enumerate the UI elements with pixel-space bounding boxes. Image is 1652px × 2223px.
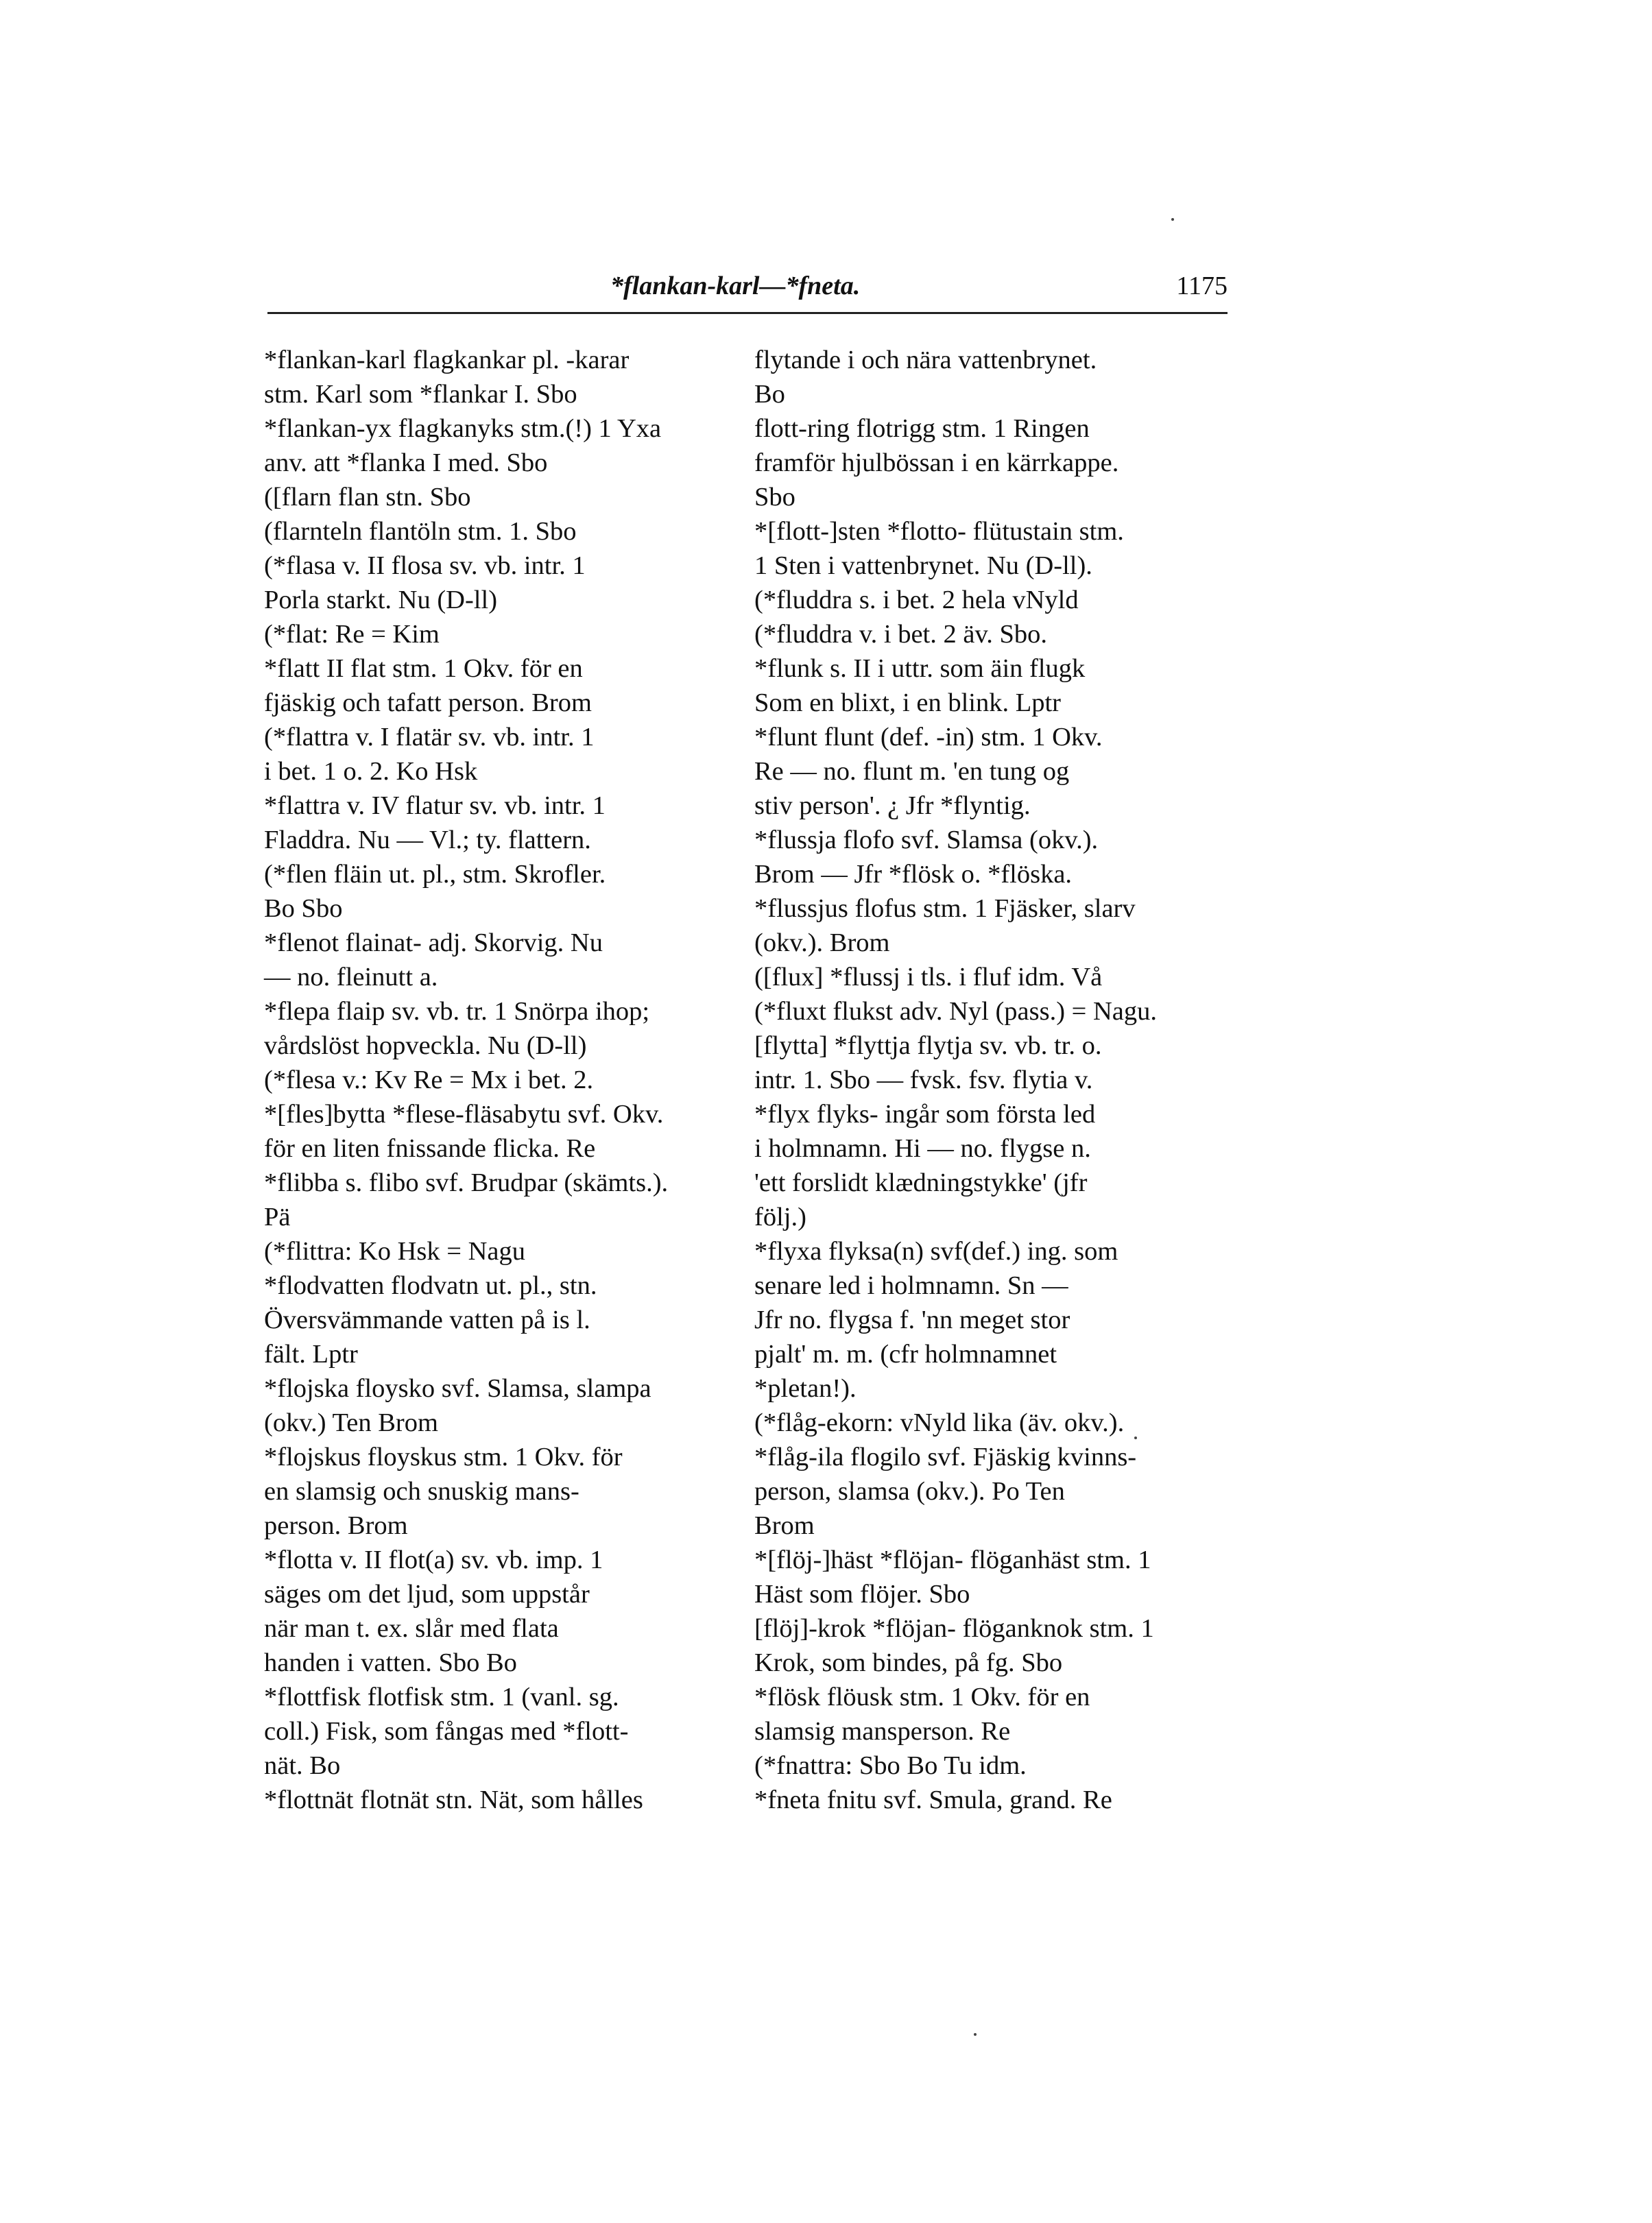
left-column — [264, 343, 723, 1817]
dictionary-entry — [264, 1371, 723, 1440]
dictionary-entry — [264, 1063, 723, 1097]
entry-continuation: coll.) Fisk, som fångas med *flott- — [264, 1717, 629, 1746]
entry-continuation: nät. Bo — [264, 1751, 341, 1780]
entry-headline: *flyxa flyksa(n) svf(def.) ing. som — [754, 1237, 1118, 1266]
dictionary-entry — [754, 514, 1214, 583]
entry-headline: [flöj]-krok *flöjan- flöganknok stm. 1 — [754, 1614, 1154, 1643]
entry-continuation: person, slamsa (okv.). Po Ten — [754, 1477, 1065, 1506]
entry-headline: *flunk s. II i uttr. som äin flugk — [754, 654, 1086, 683]
entry-continuation: i bet. 1 o. 2. Ko Hsk — [264, 757, 478, 786]
dictionary-entry — [754, 1680, 1214, 1749]
dictionary-entry — [264, 1097, 723, 1166]
entry-headline: (*flesa v.: Kv Re = Mx i bet. 2. — [264, 1066, 594, 1094]
entry-continuation: (okv.). Brom — [754, 928, 890, 957]
entry-headline: *flojskus floyskus stm. 1 Okv. för — [264, 1443, 623, 1471]
entry-continuation: Jfr no. flygsa f. 'nn meget stor — [754, 1306, 1070, 1334]
print-speck — [1171, 218, 1174, 221]
dictionary-entry — [754, 1611, 1214, 1680]
entry-continuation: säges om det ljud, som uppstår — [264, 1580, 590, 1609]
entry-headline: *[flöj-]häst *flöjan- flöganhäst stm. 1 — [754, 1546, 1151, 1574]
entry-headline: *flojska floysko svf. Slamsa, slampa — [264, 1374, 651, 1403]
entry-continuation: Som en blixt, i en blink. Lptr — [754, 688, 1061, 717]
entry-headline: *[fles]bytta *flese-fläsabytu svf. Okv. — [264, 1100, 664, 1129]
running-header — [267, 271, 1228, 312]
entry-headline: flott-ring flotrigg stm. 1 Ringen — [754, 414, 1090, 443]
dictionary-entry — [264, 1783, 723, 1817]
dictionary-entry — [754, 651, 1214, 720]
dictionary-entry — [264, 720, 723, 789]
entry-headline: (*flasa v. II flosa sv. vb. intr. 1 — [264, 551, 586, 580]
entry-headline: *flodvatten flodvatn ut. pl., stn. — [264, 1271, 597, 1300]
entry-headline: [flytta] *flyttja flytja sv. vb. tr. o. — [754, 1031, 1102, 1060]
entry-continuation: Porla starkt. Nu (D-ll) — [264, 586, 498, 614]
entry-headline: (*flittra: Ko Hsk = Nagu — [264, 1237, 525, 1266]
entry-headline: *flyx flyks- ingår som första led — [754, 1100, 1096, 1129]
dictionary-entry — [264, 617, 723, 651]
entry-continuation: handen i vatten. Sbo Bo — [264, 1648, 517, 1677]
entry-continuation: stiv person'. ¿ Jfr *flyntig. — [754, 791, 1031, 820]
entry-continuation: 1 Sten i vattenbrynet. Nu (D-ll). — [754, 551, 1092, 580]
dictionary-entry — [754, 1783, 1214, 1817]
dictionary-entry — [754, 1097, 1214, 1234]
dictionary-entry — [754, 617, 1214, 651]
entry-headline: ([flarn flan stn. Sbo — [264, 483, 471, 512]
dictionary-entry — [754, 343, 1214, 411]
dictionary-entry — [754, 583, 1214, 617]
entry-headline: (flarnteln flantöln stm. 1. Sbo — [264, 517, 577, 546]
entry-continuation: fält. Lptr — [264, 1340, 358, 1369]
dictionary-entry — [754, 994, 1214, 1029]
dictionary-entry — [264, 549, 723, 617]
entry-headline: *flunt flunt (def. -in) stm. 1 Okv. — [754, 723, 1103, 752]
entry-headline: (*flat: Re = Kim — [264, 620, 440, 649]
entry-continuation: Häst som flöjer. Sbo — [754, 1580, 970, 1609]
print-speck — [974, 2033, 977, 2036]
dictionary-entry — [264, 411, 723, 480]
dictionary-entry — [264, 1440, 723, 1543]
entry-continuation: vårdslöst hopveckla. Nu (D-ll) — [264, 1031, 587, 1060]
header-rule — [267, 312, 1228, 314]
entry-headline: *flankan-karl flagkankar pl. -karar — [264, 346, 630, 374]
entry-headline: *flotta v. II flot(a) sv. vb. imp. 1 — [264, 1546, 603, 1574]
entry-continuation: Pä — [264, 1203, 291, 1231]
entry-continuation: Fladdra. Nu — Vl.; ty. flattern. — [264, 826, 591, 854]
entry-continuation: när man t. ex. slår med flata — [264, 1614, 559, 1643]
entry-continuation: senare led i holmnamn. Sn — — [754, 1271, 1068, 1300]
dictionary-entry — [264, 1234, 723, 1269]
entry-continuation: Bo — [754, 380, 785, 409]
entry-headline: flytande i och nära vattenbrynet. — [754, 346, 1097, 374]
entry-headline: (*fluxt flukst adv. Nyl (pass.) = Nagu. — [754, 997, 1157, 1026]
entry-continuation: Krok, som bindes, på fg. Sbo — [754, 1648, 1063, 1677]
entry-continuation: Re — no. flunt m. 'en tung og — [754, 757, 1070, 786]
dictionary-entry — [754, 1406, 1214, 1440]
entry-continuation: följ.) — [754, 1203, 806, 1231]
entry-continuation: en slamsig och snuskig mans- — [264, 1477, 579, 1506]
dictionary-entry — [754, 891, 1214, 960]
entry-headline: ([flux] *flussj i tls. i fluf idm. Vå — [754, 963, 1103, 992]
print-speck — [1134, 1437, 1137, 1439]
entry-continuation: stm. Karl som *flankar I. Sbo — [264, 380, 577, 409]
entry-continuation: Brom — [754, 1511, 815, 1540]
entry-continuation: för en liten fnissande flicka. Re — [264, 1134, 596, 1163]
entry-continuation: pjalt' m. m. (cfr holmnamnet — [754, 1340, 1057, 1369]
entry-headline: *flösk flöusk stm. 1 Okv. för en — [754, 1683, 1090, 1711]
entry-continuation: (okv.) Ten Brom — [264, 1408, 438, 1437]
entry-continuation: Brom — Jfr *flösk o. *flöska. — [754, 860, 1073, 889]
entry-continuation: Översvämmande vatten på is l. — [264, 1306, 590, 1334]
entry-continuation: framför hjulbössan i en kärrkappe. — [754, 448, 1119, 477]
dictionary-entry — [264, 789, 723, 857]
entry-headline: *flankan-yx flagkanyks stm.(!) 1 Yxa — [264, 414, 662, 443]
dictionary-entry — [264, 857, 723, 926]
dictionary-entry — [264, 343, 723, 411]
entry-headline: *flussja flofo svf. Slamsa (okv.). — [754, 826, 1099, 854]
entry-headline: (*flåg-ekorn: vNyld lika (äv. okv.). — [754, 1408, 1125, 1437]
entry-headline: (*fluddra s. i bet. 2 hela vNyld — [754, 586, 1079, 614]
dictionary-entry — [754, 960, 1214, 994]
entry-continuation: intr. 1. Sbo — fvsk. fsv. flytia v. — [754, 1066, 1093, 1094]
entry-headline: *flepa flaip sv. vb. tr. 1 Snörpa ihop; — [264, 997, 650, 1026]
dictionary-entry — [754, 1234, 1214, 1406]
entry-headline: *flattra v. IV flatur sv. vb. intr. 1 — [264, 791, 606, 820]
dictionary-entry — [264, 1543, 723, 1680]
entry-continuation: — no. fleinutt a. — [264, 963, 438, 992]
dictionary-entry — [264, 1166, 723, 1234]
entry-headline: *flatt II flat stm. 1 Okv. för en — [264, 654, 583, 683]
entry-continuation: i holmnamn. Hi — no. flygse n. — [754, 1134, 1091, 1163]
entry-headline: *[flott-]sten *flotto- flütustain stm. — [754, 517, 1124, 546]
entry-headline: *flenot flainat- adj. Skorvig. Nu — [264, 928, 603, 957]
header-title: *flankan-karl—*fneta. — [610, 272, 861, 300]
dictionary-entry — [754, 823, 1214, 891]
dictionary-entry — [264, 1680, 723, 1783]
dictionary-entry — [264, 994, 723, 1063]
right-column — [754, 343, 1214, 1817]
entry-continuation: Sbo — [754, 483, 795, 512]
dictionary-entry — [264, 651, 723, 720]
dictionary-entry — [754, 1440, 1214, 1543]
dictionary-entry — [754, 1029, 1214, 1097]
entry-continuation: Bo Sbo — [264, 894, 343, 923]
entry-headline: (*fluddra v. i bet. 2 äv. Sbo. — [754, 620, 1047, 649]
entry-headline: *flottfisk flotfisk stm. 1 (vanl. sg. — [264, 1683, 619, 1711]
dictionary-entry — [264, 480, 723, 514]
dictionary-entry — [754, 720, 1214, 823]
dictionary-entry — [264, 926, 723, 994]
entry-headline: *flottnät flotnät stn. Nät, som hålles — [264, 1786, 643, 1814]
entry-continuation: slamsig mansperson. Re — [754, 1717, 1011, 1746]
entry-continuation: *pletan!). — [754, 1374, 857, 1403]
entry-continuation: person. Brom — [264, 1511, 408, 1540]
entry-continuation: 'ett forslidt klædningstykke' (jfr — [754, 1168, 1088, 1197]
entry-headline: *flussjus flofus stm. 1 Fjäsker, slarv — [754, 894, 1136, 923]
entry-continuation: fjäskig och tafatt person. Brom — [264, 688, 592, 717]
dictionary-entry — [264, 514, 723, 549]
dictionary-entry — [754, 1749, 1214, 1783]
entry-continuation: anv. att *flanka I med. Sbo — [264, 448, 548, 477]
entry-headline: (*flen fläin ut. pl., stm. Skrofler. — [264, 860, 606, 889]
page-number: 1175 — [1176, 272, 1228, 300]
dictionary-entry — [264, 1269, 723, 1371]
entry-headline: (*fnattra: Sbo Bo Tu idm. — [754, 1751, 1027, 1780]
dictionary-entry — [754, 411, 1214, 514]
dictionary-entry — [754, 1543, 1214, 1611]
entry-headline: *flåg-ila flogilo svf. Fjäskig kvinns- — [754, 1443, 1137, 1471]
entry-headline: *flibba s. flibo svf. Brudpar (skämts.). — [264, 1168, 669, 1197]
entry-headline: *fneta fnitu svf. Smula, grand. Re — [754, 1786, 1112, 1814]
entry-headline: (*flattra v. I flatär sv. vb. intr. 1 — [264, 723, 595, 752]
